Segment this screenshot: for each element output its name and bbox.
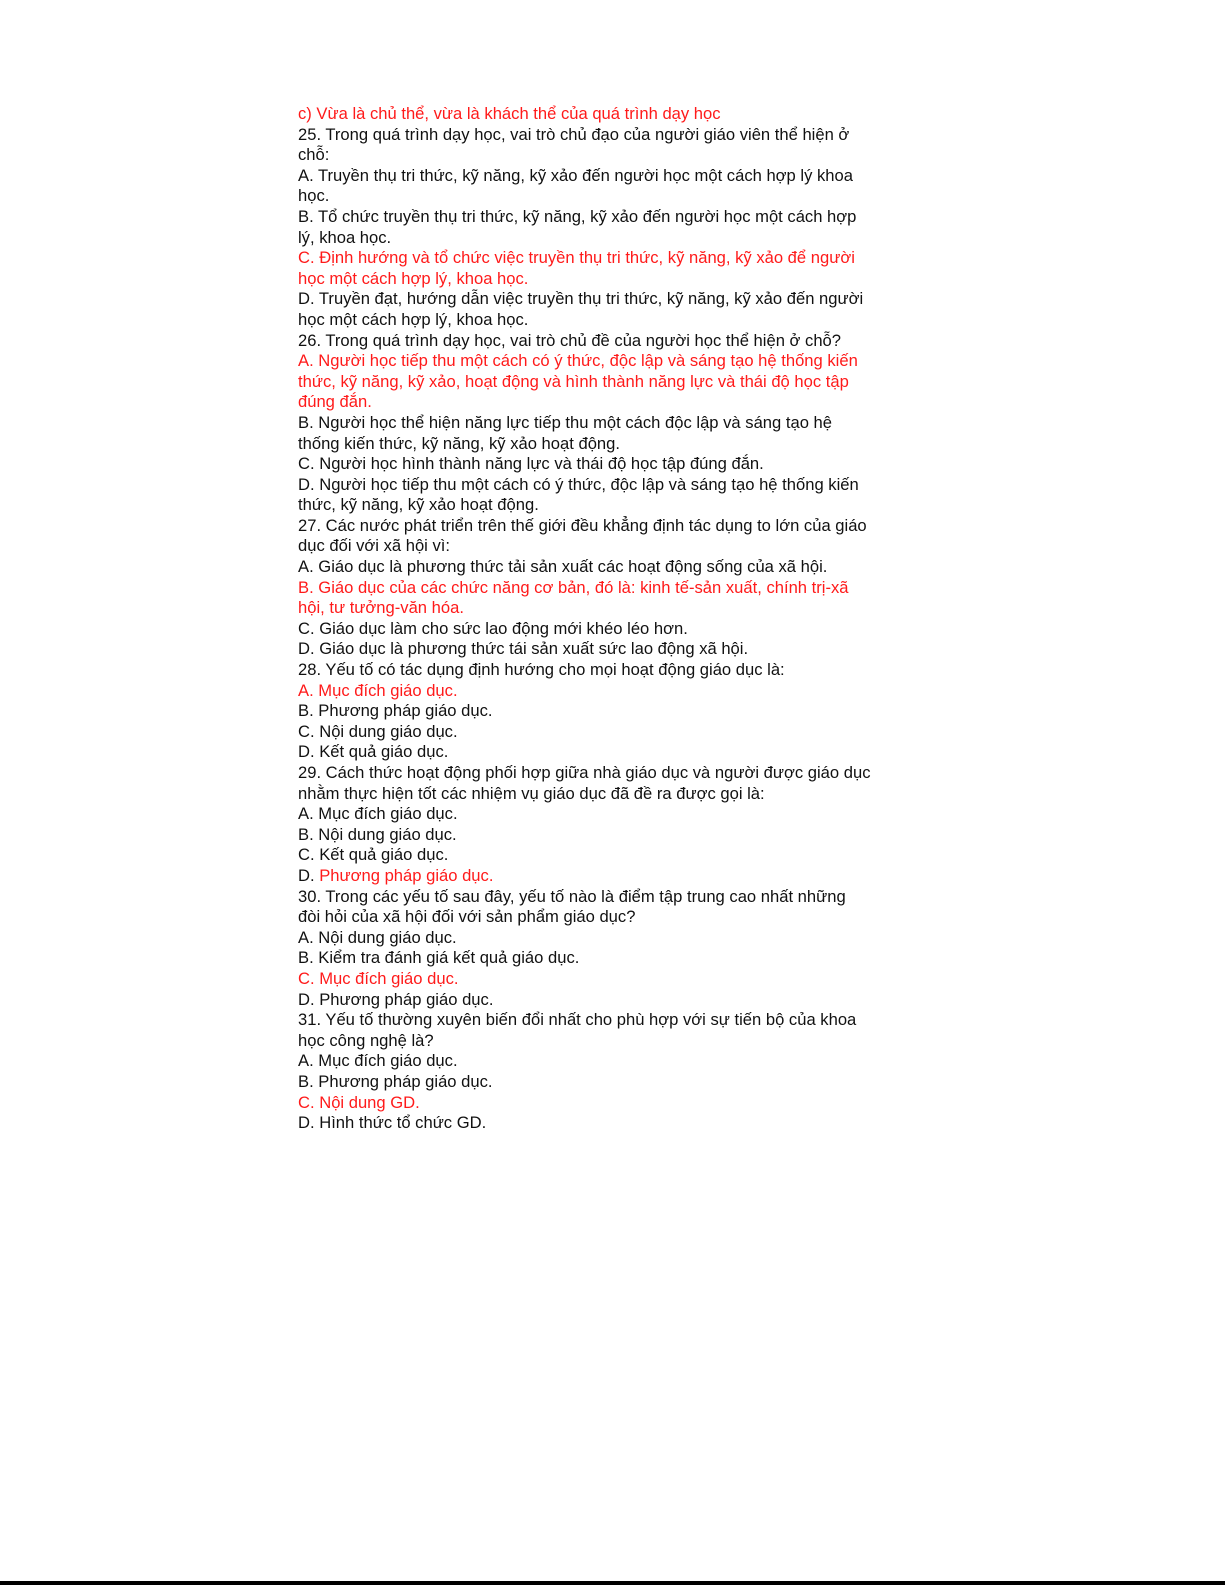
line-text: 30. Trong các yếu tố sau đây, yếu tố nào là điểm tập trung cao nhất những <box>298 886 846 906</box>
line-text: 27. Các nước phát triển trên thế giới đều khẳng định tác dụng to lớn của giáo <box>298 515 867 535</box>
line-text: B. Tổ chức truyền thụ tri thức, kỹ năng, kỹ xảo đến người học một cách hợp <box>298 206 857 226</box>
text-line <box>298 660 923 681</box>
line-text: đòi hỏi của xã hội đối với sản phẩm giáo dục? <box>298 907 636 927</box>
text-line <box>298 1010 923 1031</box>
answer-text: Phương pháp giáo dục. <box>319 865 494 885</box>
line-text: D. Kết quả giáo dục. <box>298 742 449 762</box>
answer-text: A. Người học tiếp thu một cách có ý thức, độc lập và sáng tạo hệ thống kiến <box>298 351 858 371</box>
text-line <box>298 454 923 475</box>
line-text: B. Kiểm tra đánh giá kết quả giáo dục. <box>298 948 580 968</box>
line-text: A. Truyền thụ tri thức, kỹ năng, kỹ xảo đến người học một cách hợp lý khoa <box>298 165 853 185</box>
text-line <box>298 1072 923 1093</box>
text-line <box>298 557 923 578</box>
line-text: học công nghệ là? <box>298 1030 434 1050</box>
text-line <box>298 413 923 434</box>
text-line <box>298 763 923 784</box>
text-line <box>298 887 923 908</box>
answer-text: đúng đắn. <box>298 392 372 412</box>
line-text: C. Nội dung giáo dục. <box>298 721 458 741</box>
text-line <box>298 372 923 393</box>
text-line <box>298 742 923 763</box>
text-line <box>298 845 923 866</box>
line-text: A. Nội dung giáo dục. <box>298 927 457 947</box>
line-text: C. Người học hình thành năng lực và thái độ học tập đúng đắn. <box>298 454 764 474</box>
answer-text: học một cách hợp lý, khoa học. <box>298 268 529 288</box>
answer-text: C. Mục đích giáo dục. <box>298 968 459 988</box>
text-line <box>298 331 923 352</box>
text-line <box>298 207 923 228</box>
document-page <box>298 104 923 1134</box>
line-text: 26. Trong quá trình dạy học, vai trò chủ đề của người học thể hiện ở chỗ? <box>298 330 842 350</box>
line-text: B. Nội dung giáo dục. <box>298 824 457 844</box>
text-line <box>298 1093 923 1114</box>
text-line <box>298 125 923 146</box>
text-line <box>298 804 923 825</box>
text-line <box>298 1113 923 1134</box>
line-text: D. Phương pháp giáo dục. <box>298 989 494 1009</box>
text-line <box>298 516 923 537</box>
text-line <box>298 598 923 619</box>
line-text: B. Phương pháp giáo dục. <box>298 1071 493 1091</box>
line-text: 29. Cách thức hoạt động phối hợp giữa nhà giáo dục và người được giáo dục <box>298 763 871 782</box>
text-line <box>298 722 923 743</box>
line-text: B. Người học thể hiện năng lực tiếp thu một cách độc lập và sáng tạo hệ <box>298 412 832 432</box>
text-line <box>298 990 923 1011</box>
text-line <box>298 948 923 969</box>
text-line <box>298 681 923 702</box>
text-line <box>298 907 923 928</box>
line-text: chỗ: <box>298 145 330 165</box>
answer-text: B. Giáo dục của các chức năng cơ bản, đó là: kinh tế-sản xuất, chính trị-xã <box>298 577 849 597</box>
line-text: học. <box>298 186 330 206</box>
text-line <box>298 289 923 310</box>
line-text: D. Người học tiếp thu một cách có ý thức, độc lập và sáng tạo hệ thống kiến <box>298 474 859 494</box>
text-line <box>298 536 923 557</box>
answer-text: c) Vừa là chủ thể, vừa là khách thể của quá trình dạy học <box>298 104 721 123</box>
text-line <box>298 639 923 660</box>
text-line <box>298 825 923 846</box>
option-prefix: D. <box>298 865 320 885</box>
line-text: thức, kỹ năng, kỹ xảo hoạt động. <box>298 495 539 515</box>
text-line <box>298 434 923 455</box>
text-line <box>298 104 923 125</box>
page-bottom-border <box>0 1581 1225 1585</box>
answer-text: hội, tư tưởng-văn hóa. <box>298 598 464 618</box>
text-line <box>298 248 923 269</box>
text-line <box>298 701 923 722</box>
line-text: 28. Yếu tố có tác dụng định hướng cho mọi hoạt động giáo dục là: <box>298 660 785 680</box>
text-line <box>298 928 923 949</box>
answer-text: C. Nội dung GD. <box>298 1092 420 1112</box>
text-line <box>298 228 923 249</box>
answer-text: A. Mục đích giáo dục. <box>298 680 458 700</box>
line-text: A. Giáo dục là phương thức tải sản xuất các hoạt động sống của xã hội. <box>298 557 828 577</box>
line-text: thống kiến thức, kỹ năng, kỹ xảo hoạt động. <box>298 433 620 453</box>
text-line <box>298 866 923 887</box>
line-text: 31. Yếu tố thường xuyên biến đổi nhất cho phù hợp với sự tiến bộ của khoa <box>298 1010 857 1030</box>
answer-text: thức, kỹ năng, kỹ xảo, hoạt động và hình thành năng lực và thái độ học tập <box>298 371 849 391</box>
text-line <box>298 166 923 187</box>
line-text: D. Hình thức tổ chức GD. <box>298 1113 487 1133</box>
line-text: dục đối với xã hội vì: <box>298 536 451 556</box>
text-line <box>298 186 923 207</box>
text-line <box>298 1051 923 1072</box>
text-line <box>298 969 923 990</box>
text-line <box>298 784 923 805</box>
text-line <box>298 310 923 331</box>
text-line <box>298 351 923 372</box>
line-text: D. Giáo dục là phương thức tái sản xuất sức lao động xã hội. <box>298 639 749 659</box>
answer-text: C. Định hướng và tổ chức việc truyền thụ tri thức, kỹ năng, kỹ xảo để người <box>298 248 855 268</box>
line-text: B. Phương pháp giáo dục. <box>298 701 493 721</box>
text-line <box>298 145 923 166</box>
line-text: C. Giáo dục làm cho sức lao động mới khéo léo hơn. <box>298 618 688 638</box>
line-text: D. Truyền đạt, hướng dẫn việc truyền thụ tri thức, kỹ năng, kỹ xảo đến người <box>298 289 864 309</box>
line-text: 25. Trong quá trình dạy học, vai trò chủ đạo của người giáo viên thể hiện ở <box>298 124 850 144</box>
text-line <box>298 269 923 290</box>
line-text: A. Mục đích giáo dục. <box>298 1051 458 1071</box>
text-line <box>298 1031 923 1052</box>
text-line <box>298 392 923 413</box>
text-line <box>298 578 923 599</box>
line-text: học một cách hợp lý, khoa học. <box>298 309 529 329</box>
text-line <box>298 495 923 516</box>
line-text: C. Kết quả giáo dục. <box>298 845 449 865</box>
line-text: A. Mục đích giáo dục. <box>298 804 458 824</box>
line-text: lý, khoa học. <box>298 227 392 247</box>
text-line <box>298 619 923 640</box>
line-text: nhằm thực hiện tốt các nhiệm vụ giáo dục đã đề ra được gọi là: <box>298 783 765 803</box>
text-line <box>298 475 923 496</box>
